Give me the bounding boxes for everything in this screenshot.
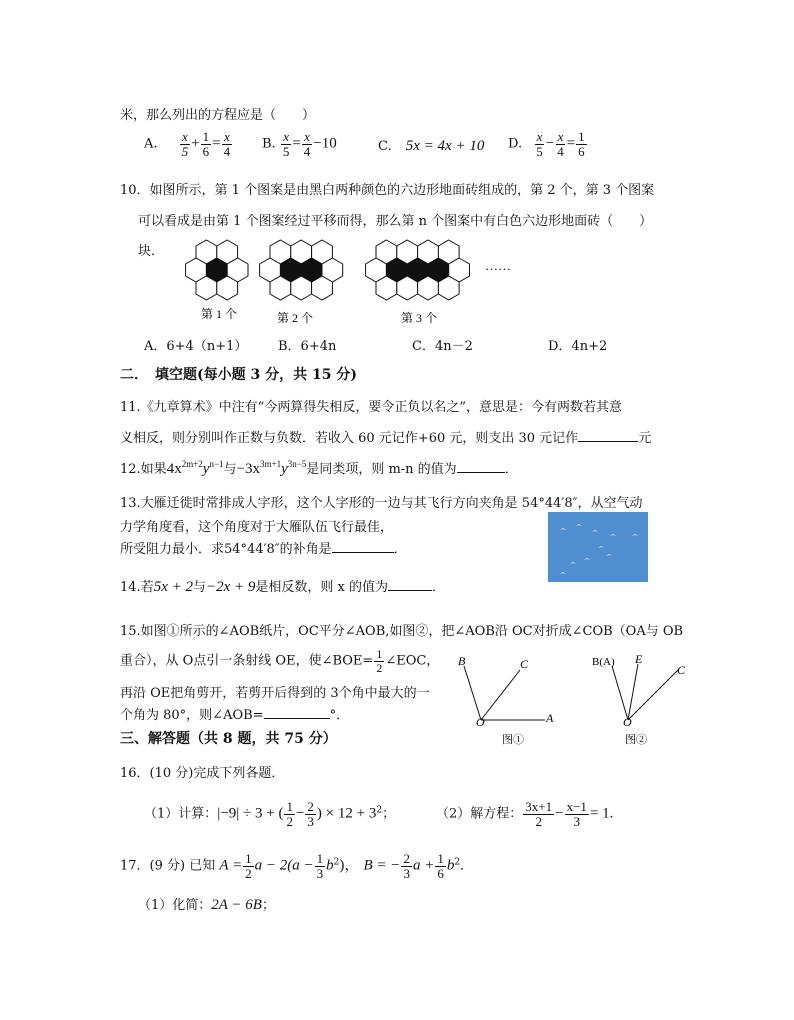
fraction: $\frac{x}{5}$: [181, 129, 189, 159]
q9-stem: 米，那么列出的方程应是（ ）: [120, 108, 316, 123]
pattern-label-1: 第 1 个: [201, 307, 238, 321]
fig2-label-ba: B(A): [592, 656, 615, 668]
q9-option-a-label: A.: [144, 136, 158, 152]
q10-option-b: B．6+4n: [278, 339, 337, 354]
fig2-label-o: O: [623, 715, 632, 729]
q15-line3: 再沿 OE把角剪开，若剪开后得到的 3个角中最大的一: [120, 686, 430, 701]
q12-line: 12.如果$4x^{2m+2}y^{n-1}$与$-3x^{3m+1}y^{3n-5}$是同类项，则 m-n 的值为 ．: [120, 459, 518, 477]
q16-title: 16．(10 分)完成下列各题．: [120, 766, 285, 781]
continuation-dots: ……: [485, 258, 511, 273]
q14-line: 14.若5x + 2与−2x + 9是相反数，则 x 的值为 ．: [120, 579, 446, 595]
q11-line1: 11.《九章算术》中注有“今两算得失相反，要令正负以名之”，意思是：今有两数若其意: [120, 400, 622, 415]
q13-line2: 力学角度看，这个角度对于大雁队伍飞行最佳，: [120, 520, 394, 535]
fig1-label-a: A: [546, 711, 554, 725]
q10-line1: 10．如图所示，第 1 个图案是由黑白两种颜色的六边形地面砖组成的，第 2 个，第 3 个图案: [120, 183, 655, 198]
q13-line1: 13.大雁迁徙时常排成人字形，这个人字形的一边与其飞行方向夹角是 54°44′8″，从空气动: [120, 496, 643, 511]
q11-line2: 义相反，则分别叫作正数与负数．若收入 60 元记作+60 元，则支出 30 元记作 元: [120, 431, 652, 446]
angle-figures: [450, 652, 690, 746]
answer-blank[interactable]: [457, 472, 505, 473]
q17-line: 17．(9 分) 已知 A = $\frac{1}{2}$ a − 2(a − $\frac{1}{3}$ $b^2$)， B = − $\frac{2}{3}$ a + $\frac{1}{6}$ $b^2$．: [120, 851, 474, 881]
fig1-label-c: C: [520, 657, 529, 671]
answer-blank[interactable]: [578, 441, 638, 442]
answer-blank[interactable]: [264, 718, 330, 719]
q10-line2: 可以看成是由第 1 个图案经过平移而得，那么第 n 个图案中有白色六边形地面砖（ ）: [138, 214, 653, 229]
q17-part1: （1）化简：2A − 6B；: [138, 897, 275, 913]
answer-blank[interactable]: [388, 590, 432, 591]
q10-line3: 块．: [138, 244, 165, 259]
q16-part1: （1）计算：|−9| ÷ 3 + ( $\frac{1}{2}$ − $\frac{2}{3}$ ) × $12 + 3^2$；: [144, 799, 396, 829]
fig2-caption: 图②: [625, 734, 647, 746]
hexagon-pattern-figure: [180, 238, 520, 330]
q15-line4: 个角为 80°，则∠AOB= °．: [120, 708, 350, 723]
fig1-caption: 图①: [502, 734, 524, 746]
q13-line3: 所受阻力最小．求54°44′8″的补角是 ．: [120, 542, 407, 557]
q15-line2: 重合），从 O点引一条射线 OE，使∠BOE= $\frac{1}{2}$ ∠EOC，: [120, 647, 440, 675]
fig1-label-o: O: [476, 715, 485, 729]
pattern-label-2: 第 2 个: [277, 311, 314, 325]
q9-option-d: D. $\frac{x}{5}$ − $\frac{x}{4}$ = $\frac{1}{6}$: [508, 129, 585, 159]
section-3-heading: 三、解答题（共 8 题，共 75 分）: [120, 731, 337, 747]
fraction: $\frac{1}{6}$: [202, 129, 210, 159]
section-2-heading: 二． 填空题(每小题 3 分，共 15 分): [120, 367, 357, 383]
answer-blank[interactable]: [332, 552, 394, 553]
q15-line1: 15.如图①所示的∠AOB纸片，OC平分∠AOB,如图②，把∠AOB沿 OC对折成∠COB（OA与 OB: [120, 624, 684, 639]
q10-option-a: A．6+4（n+1）: [144, 339, 248, 354]
fraction: $\frac{x}{4}$: [223, 129, 231, 159]
q10-option-c: C．4n－2: [412, 339, 473, 354]
pattern-label-3: 第 3 个: [401, 311, 438, 325]
q9-option-c: C. 5x = 4x + 10: [378, 138, 485, 154]
fig2-label-c: C: [677, 663, 686, 677]
fig2-label-e: E: [635, 652, 643, 666]
q16-part2: （2）解方程： $\frac{3x+1}{2}$ − $\frac{x-1}{3}$ = 1.: [436, 799, 614, 829]
q10-option-d: D．4n+2: [548, 339, 608, 354]
geese-photo: [548, 512, 648, 582]
q9-option-b: B. $\frac{x}{5}$ = $\frac{x}{4}$ −10: [262, 129, 337, 159]
fig1-label-b: B: [458, 654, 466, 668]
q9-options: A. $\frac{x}{5}$ + $\frac{1}{6}$ = $\frac{x}{4}$: [144, 129, 231, 159]
